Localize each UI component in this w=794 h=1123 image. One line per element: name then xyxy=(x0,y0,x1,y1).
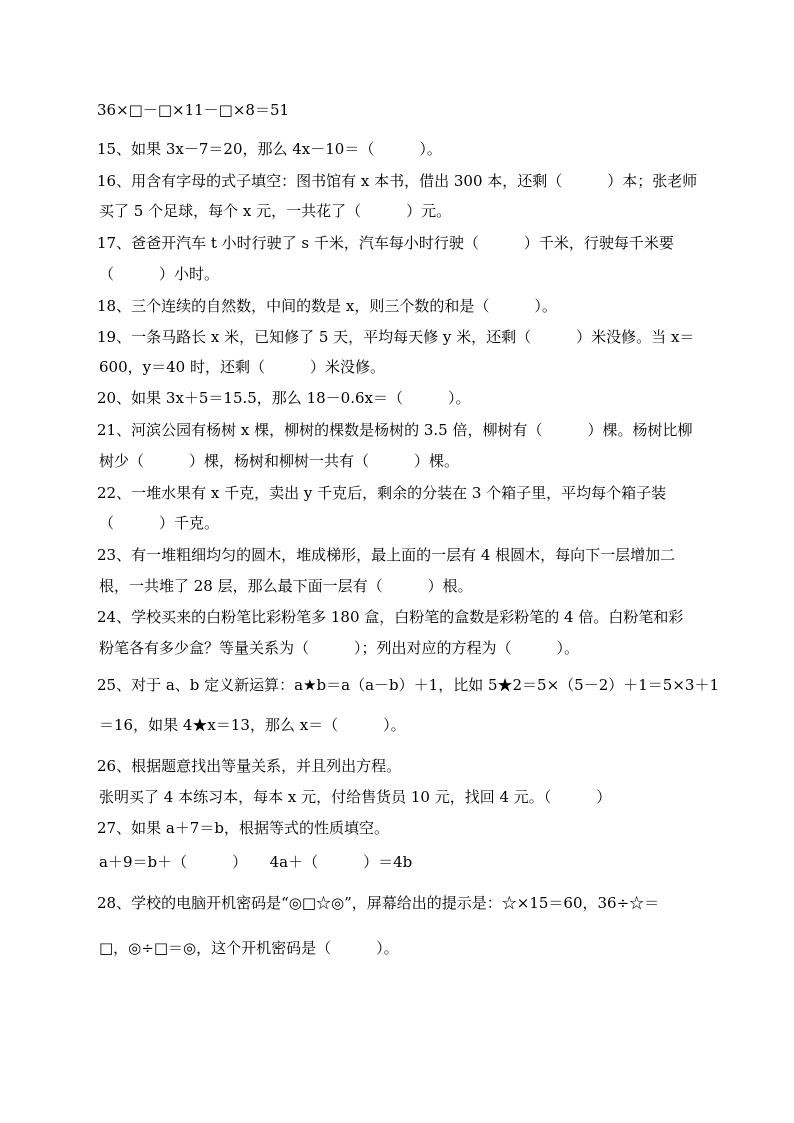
question-27-cont: a＋9＝b＋（ ） 4a＋（ ）＝4b xyxy=(99,853,413,871)
question-21-cont: 树少（ ）棵，杨树和柳树一共有（ ）棵。 xyxy=(99,452,460,470)
question-24: 24、学校买来的白粉笔比彩粉笔多 180 盒，白粉笔的盒数是彩粉笔的 4 倍。白粉笔和彩 xyxy=(97,608,684,626)
question-26: 26、根据题意找出等量关系，并且列出方程。 xyxy=(97,757,402,775)
question-18: 18、三个连续的自然数，中间的数是 x，则三个数的和是（ ）。 xyxy=(97,297,557,315)
question-15: 15、如果 3x－7＝20，那么 4x－10＝（ ）。 xyxy=(97,140,442,158)
question-21: 21、河滨公园有杨树 x 棵，柳树的棵数是杨树的 3.5 倍，柳树有（ ）棵。杨树比柳 xyxy=(97,421,693,439)
question-22-cont: （ ）千克。 xyxy=(99,514,220,532)
question-19: 19、一条马路长 x 米，已知修了 5 天，平均每天修 y 米，还剩（ ）米没修。当 x＝ xyxy=(97,328,695,346)
question-19-cont: 600，y＝40 时，还剩（ ）米没修。 xyxy=(99,358,385,376)
question-27: 27、如果 a＋7＝b，根据等式的性质填空。 xyxy=(97,819,389,837)
question-28: 28、学校的电脑开机密码是“◎□☆◎”，屏幕给出的提示是：☆×15＝60，36÷☆＝ xyxy=(97,894,660,912)
question-24-cont: 粉笔各有多少盒？等量关系为（ ）；列出对应的方程为（ ）。 xyxy=(99,639,580,657)
question-23-cont: 根，一共堆了 28 层，那么最下面一层有（ ）根。 xyxy=(99,577,473,595)
question-20: 20、如果 3x＋5＝15.5，那么 18－0.6x＝（ ）。 xyxy=(97,389,471,407)
question-17-cont: （ ）小时。 xyxy=(99,265,220,283)
question-25-cont: ＝16，如果 4★x＝13，那么 x＝（ ）。 xyxy=(99,716,406,734)
question-25: 25、对于 a、b 定义新运算：a★b＝a（a－b）＋1，比如 5★2＝5×（5－2）＋1＝5×3＋1 xyxy=(97,676,719,694)
question-23: 23、有一堆粗细均匀的圆木，堆成梯形，最上面的一层有 4 根圆木，每向下一层增加二 xyxy=(97,546,676,564)
question-16-cont: 买了 5 个足球，每个 x 元，一共花了（ ）元。 xyxy=(99,202,452,220)
question-28-cont: □，◎÷□＝◎，这个开机密码是（ ）。 xyxy=(99,939,399,957)
question-26-cont: 张明买了 4 本练习本，每本 x 元，付给售货员 10 元，找回 4 元。（ ） xyxy=(99,788,612,806)
equation-line: 36×□－□×11－□×8＝51 xyxy=(97,101,290,119)
question-22: 22、一堆水果有 x 千克，卖出 y 千克后，剩余的分装在 3 个箱子里，平均每个箱子装 xyxy=(97,484,667,502)
question-17: 17、爸爸开汽车 t 小时行驶了 s 千米，汽车每小时行驶（ ）千米，行驶每千米要 xyxy=(97,234,674,252)
question-16: 16、用含有字母的式子填空：图书馆有 x 本书，借出 300 本，还剩（ ）本；张老师 xyxy=(97,172,698,190)
